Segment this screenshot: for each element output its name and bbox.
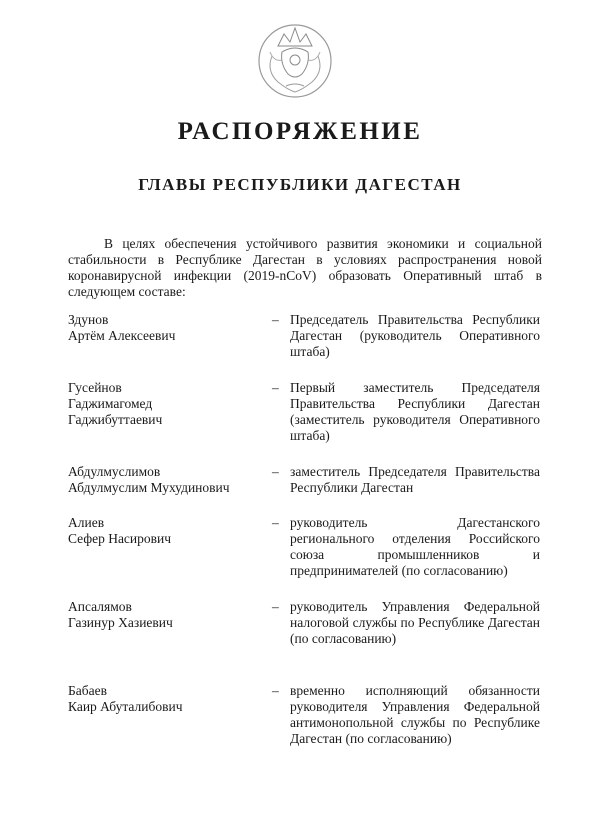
member-surname: Бабаев: [68, 683, 107, 698]
member-surname: Алиев: [68, 515, 105, 530]
member-given-name: Артём Алексеевич: [68, 328, 176, 343]
member-given-name: Каир Абуталибович: [68, 699, 183, 714]
member-given-name: Сефер Насирович: [68, 531, 172, 546]
member-surname: Гусейнов: [68, 380, 122, 395]
member-name: [68, 380, 258, 428]
member-given-name: Гаджимагомед Гаджибуттаевич: [68, 396, 163, 427]
member-dash: –: [272, 683, 279, 698]
member-name: [68, 599, 258, 631]
member-given-name: Газинур Хазиевич: [68, 615, 173, 630]
member-role: Председатель Правительства Республики Дагестан (руководитель Оперативного штаба): [290, 312, 540, 359]
member-role: заместитель Председателя Правительства Республики Дагестан: [290, 464, 540, 495]
member-role: Первый заместитель Председателя Правительства Республики Дагестан (заместитель руководителя Оперативного штаба): [290, 380, 540, 443]
member-name: [68, 515, 258, 547]
intro-paragraph: В целях обеспечения устойчивого развития экономики и социальной стабильности в Республике Дагестан в условиях распространения новой коронавирусной инфекции (2019-nCoV) образовать Оперативный штаб в следующем составе:: [68, 236, 542, 299]
member-surname: Апсалямов: [68, 599, 132, 614]
member-dash: –: [272, 515, 279, 530]
member-name: [68, 683, 258, 715]
member-name: [68, 464, 258, 496]
republic-emblem-icon: [252, 16, 338, 102]
member-dash: –: [272, 312, 279, 327]
member-role: руководитель Управления Федеральной налоговой службы по Республике Дагестан (по согласованию): [290, 599, 540, 646]
member-surname: Здунов: [68, 312, 109, 327]
member-dash: –: [272, 599, 279, 614]
member-role: руководитель Дагестанского регионального отделения Российского союза промышленников и предпринимателей (по согласованию): [290, 515, 540, 578]
member-dash: –: [272, 464, 279, 479]
document-title: РАСПОРЯЖЕНИЕ: [177, 118, 423, 145]
member-role: временно исполняющий обязанности руководителя Управления Федеральной антимонопольной службы по Республике Дагестан (по согласованию): [290, 683, 540, 746]
member-surname: Абдулмуслимов: [68, 464, 161, 479]
member-name: [68, 312, 258, 344]
member-dash: –: [272, 380, 279, 395]
member-given-name: Абдулмуслим Мухудинович: [68, 480, 230, 495]
document-subtitle: ГЛАВЫ РЕСПУБЛИКИ ДАГЕСТАН: [138, 175, 462, 194]
